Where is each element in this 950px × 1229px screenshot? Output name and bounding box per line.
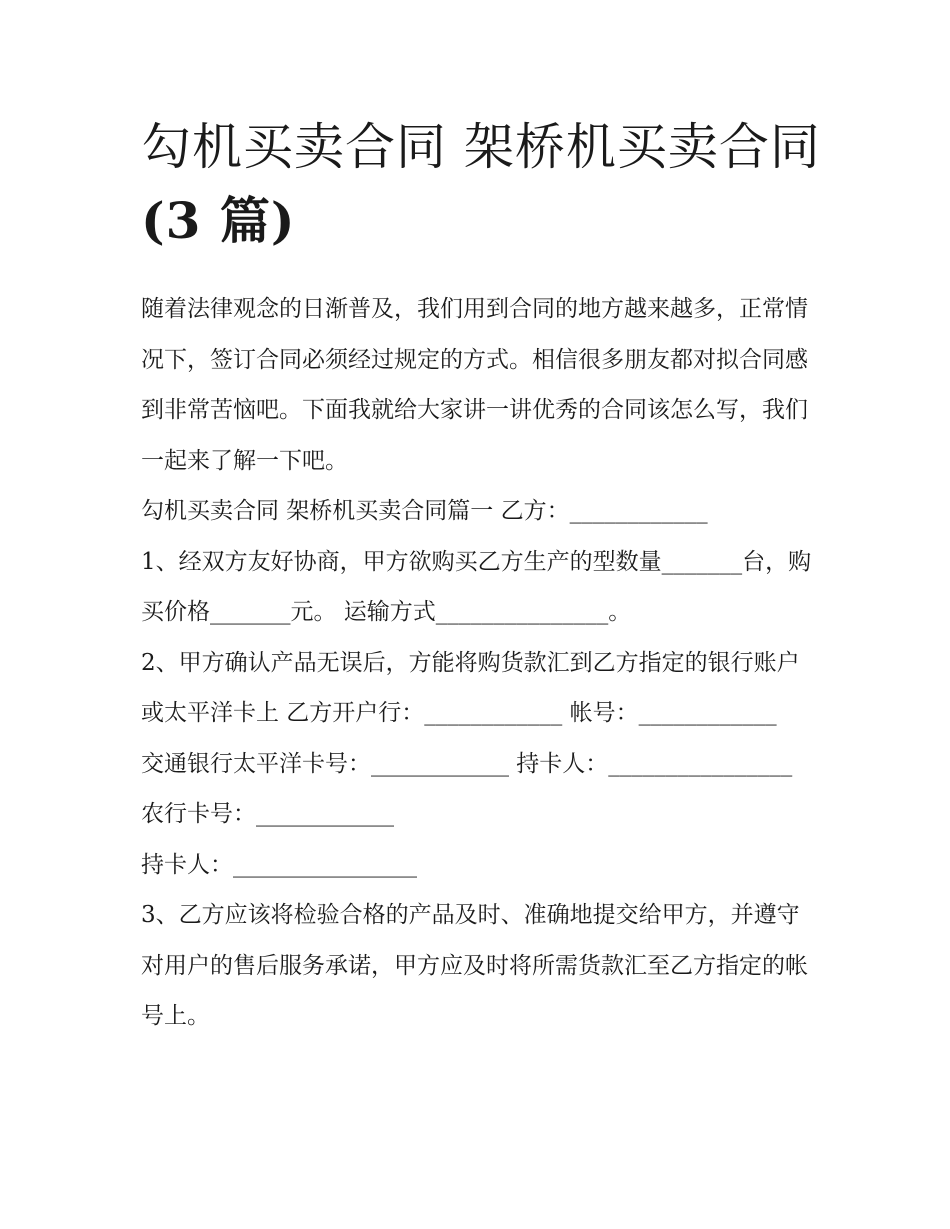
clause-3: 3、乙方应该将检验合格的产品及时、准确地提交给甲方，并遵守对用户的售后服务承诺，甲方应及时将所需货款汇至乙方指定的帐号上。 <box>141 902 808 1029</box>
intro-paragraph: 随着法律观念的日渐普及，我们用到合同的地方越来越多，正常情况下，签订合同必须经过规定的方式。相信很多朋友都对拟合同感到非常苦恼吧。下面我就给大家讲一讲优秀的合同该怎么写，我们一起来了解一下吧。 <box>141 296 808 474</box>
clause-2: 2、甲方确认产品无误后，方能将购货款汇到乙方指定的银行账户或太平洋卡上 乙方开户行：____________ 帐号：____________ <box>141 649 800 726</box>
section-heading: 勾机买卖合同 架桥机买卖合同篇一 乙方：____________ <box>141 498 708 524</box>
bank-card-info: 交通银行太平洋卡号：____________ 持卡人：________________ 农行卡号：____________ <box>141 750 793 827</box>
document-title <box>141 110 821 258</box>
document-page <box>141 110 821 1042</box>
title-line-2: (3 篇) <box>141 191 296 250</box>
document-body <box>141 284 821 1042</box>
clause-1: 1、经双方友好协商，甲方欲购买乙方生产的型数量_______台，购买价格_______元。 运输方式_______________。 <box>141 548 812 625</box>
title-line-1: 勾机买卖合同 架桥机买卖合同 <box>141 118 821 176</box>
card-holder: 持卡人：________________ <box>141 851 417 878</box>
